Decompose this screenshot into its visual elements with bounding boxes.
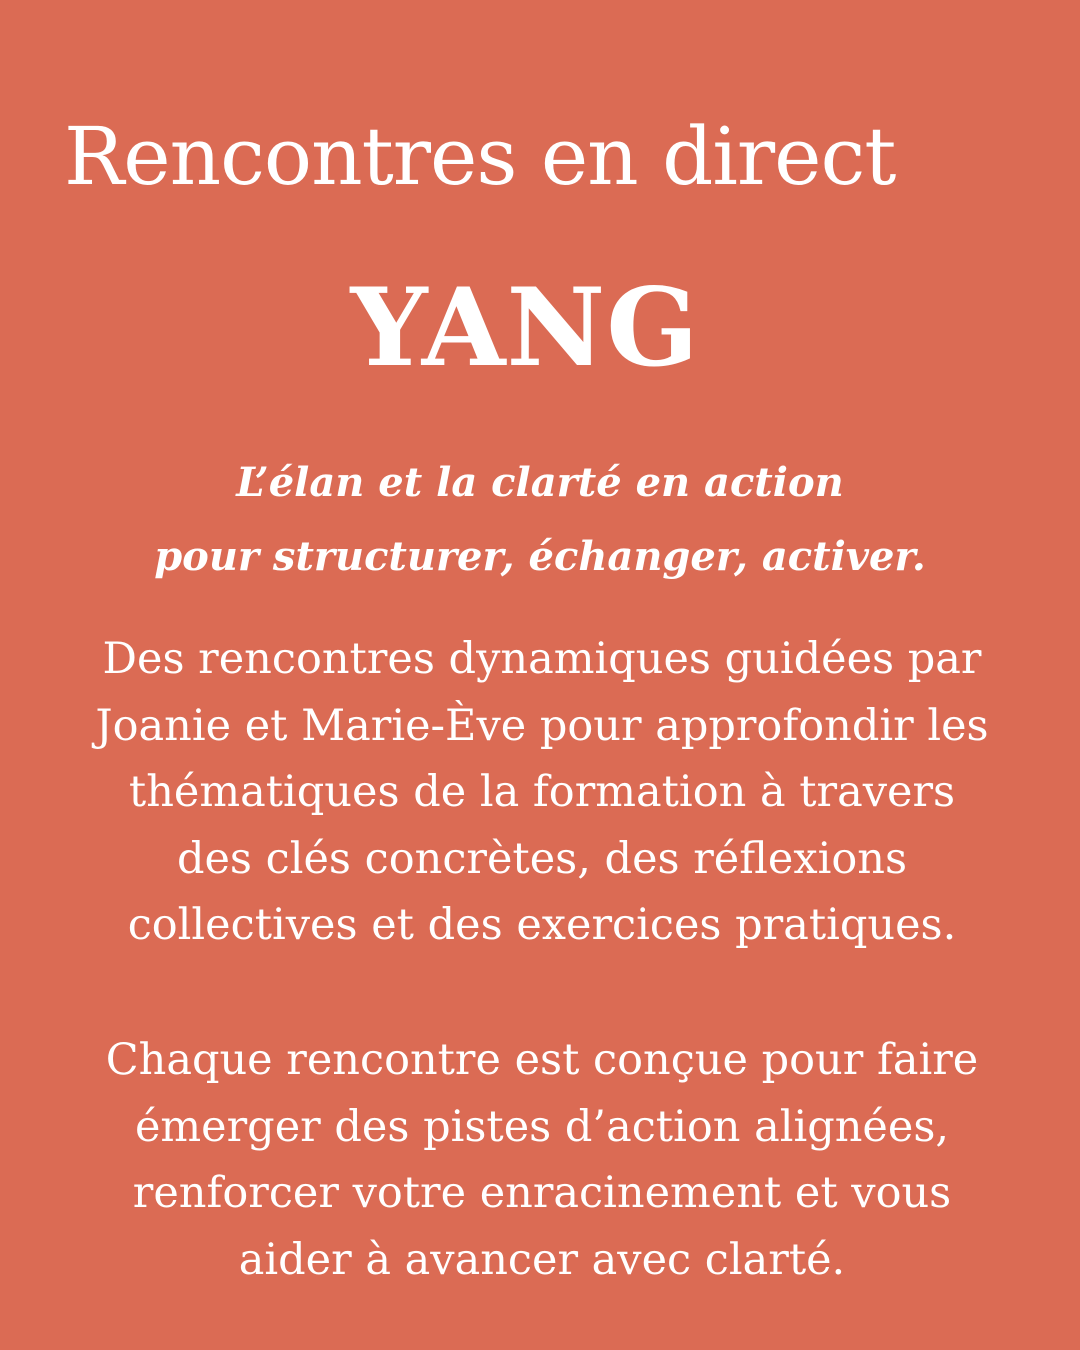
paragraph-line: émerger des pistes d’action alignées, xyxy=(134,1101,950,1152)
tagline-line: pour structurer, échanger, activer. xyxy=(154,533,926,580)
description-paragraph xyxy=(0,626,1080,959)
paragraph-line: renforcer votre enracinement et vous xyxy=(132,1168,952,1218)
paragraph-line: aider à avancer avec clarté. xyxy=(238,1234,846,1285)
paragraph-line: Joanie et Marie-Ève pour approfondir les xyxy=(95,700,989,751)
page-title: Rencontres en direct xyxy=(64,110,896,203)
tagline xyxy=(0,446,1080,594)
paragraph-line: thématiques de la formation à travers xyxy=(128,767,956,817)
paragraph-line: Chaque rencontre est conçue pour faire xyxy=(105,1035,979,1085)
tagline-line: L’élan et la clarté en action xyxy=(236,459,844,506)
benefits-paragraph xyxy=(0,1027,1080,1293)
paragraph-line: Des rencontres dynamiques guidées par xyxy=(102,634,982,684)
paragraph-line: collectives et des exercices pratiques. xyxy=(127,900,957,950)
subtitle-yang: YANG xyxy=(350,265,700,391)
paragraph-line: des clés concrètes, des réflexions xyxy=(176,833,908,884)
